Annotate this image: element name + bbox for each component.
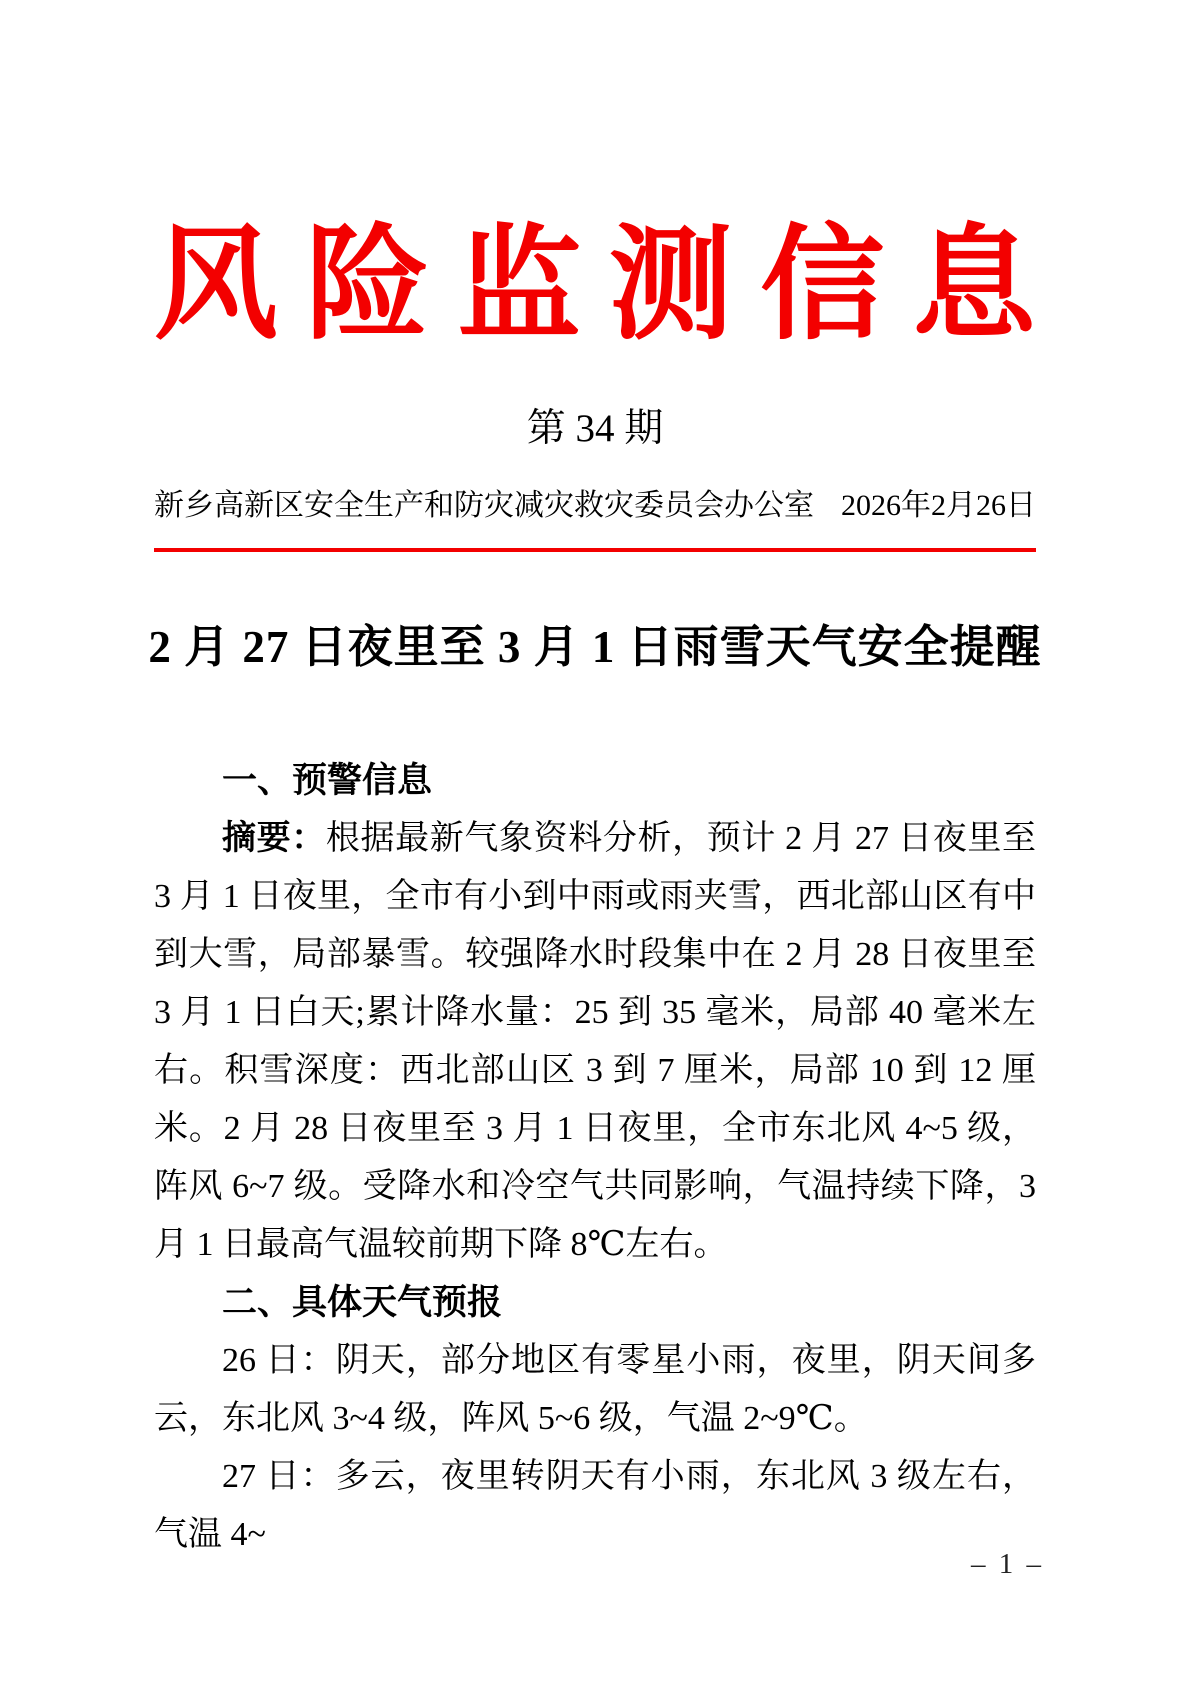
document-body <box>154 752 1036 1564</box>
summary-paragraph <box>154 810 1036 1274</box>
masthead-title <box>154 218 1036 354</box>
section-heading-2: 二、具体天气预报 <box>222 1283 503 1322</box>
masthead-char: 信 <box>760 217 885 354</box>
publisher-row <box>154 485 1036 527</box>
page-number: – 1 – <box>971 1548 1044 1580</box>
issue-number: 第 34 期 <box>526 407 664 450</box>
red-divider-rule <box>154 548 1036 552</box>
masthead-char: 测 <box>608 217 733 354</box>
masthead-char: 息 <box>911 217 1036 354</box>
section-heading-1: 一、预警信息 <box>222 761 433 800</box>
summary-text: 根据最新气象资料分析，预计 2 月 27 日夜里至 3 月 1 日夜里，全市有小到中雨或雨夹雪，西北部山区有中到大雪，局部暴雪。较强降水时段集中在 2 月 28 日夜里至 3 月 1 日白天;累计降水量：25 到 35 毫米，局部 40 毫米左右。积雪深度：西北部山区 3 到 7 厘米，局部 10 到 12 厘米。2 月 28 日夜里至 3 月 1 日夜里，全市东北风 4~5 级，阵风 6~7 级。受降水和冷空气共同影响，气温持续下降，3 月 1 日最高气温较前期下降 8℃左右。 <box>154 820 1036 1263</box>
summary-label: 摘要： <box>222 820 326 857</box>
forecast-26-paragraph: 26 日：阴天，部分地区有零星小雨，夜里，阴天间多云，东北风 3~4 级，阵风 5~6 级，气温 2~9℃。 <box>154 1342 1036 1437</box>
document-title: 2 月 27 日夜里至 3 月 1 日雨雪天气安全提醒 <box>148 622 1042 672</box>
issue-date: 2026年2月26日 <box>841 489 1036 522</box>
forecast-27-paragraph: 27 日：多云，夜里转阴天有小雨，东北风 3 级左右，气温 4~ <box>154 1458 1036 1553</box>
masthead-char: 风 <box>154 217 279 354</box>
masthead-char: 监 <box>457 217 582 354</box>
issuing-office: 新乡高新区安全生产和防灾减灾救灾委员会办公室 <box>154 489 814 522</box>
masthead-char: 险 <box>305 217 430 354</box>
